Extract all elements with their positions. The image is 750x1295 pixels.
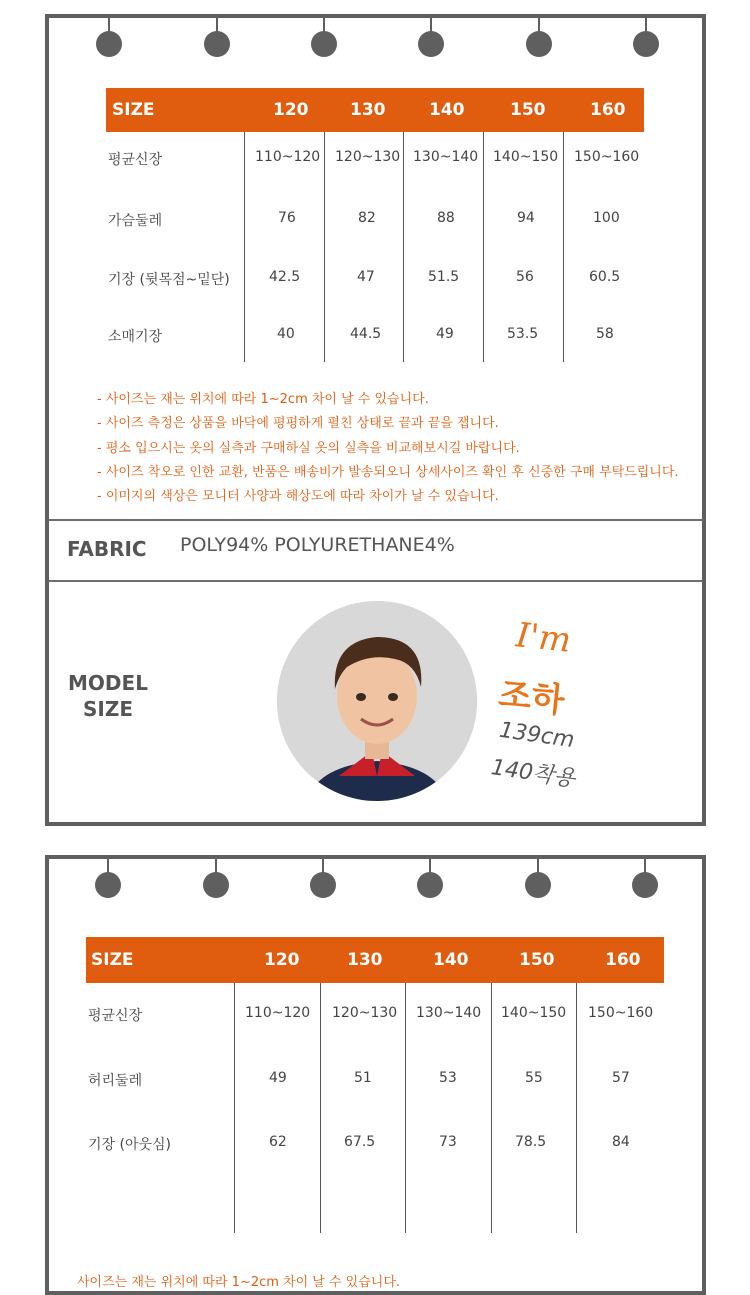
note-line: - 이미지의 색상은 모니터 사양과 해상도에 따라 차이가 날 수 있습니다. xyxy=(97,489,499,505)
note-line: - 사이즈 측정은 상품을 바닥에 평평하게 펼친 상태로 끝과 끝을 잽니다. xyxy=(97,416,499,432)
table-cell: 47 xyxy=(357,269,375,285)
column-divider xyxy=(324,132,325,362)
table-cell: 58 xyxy=(596,326,614,342)
binder-ring xyxy=(204,31,230,57)
binder-ring xyxy=(418,31,444,57)
table-cell: 73 xyxy=(439,1134,457,1150)
size-header-label: SIZE xyxy=(112,100,155,120)
table-cell: 76 xyxy=(278,210,296,226)
binder-ring xyxy=(96,31,122,57)
table-cell: 78.5 xyxy=(515,1134,547,1150)
table-cell: 53 xyxy=(439,1070,457,1086)
im-text: I'm xyxy=(514,615,573,661)
table-cell: 53.5 xyxy=(507,326,539,342)
table-cell: 49 xyxy=(269,1070,287,1086)
binder-ring xyxy=(526,31,552,57)
section-divider xyxy=(49,580,702,582)
size-header-label: SIZE xyxy=(91,950,134,970)
model-photo xyxy=(277,601,477,801)
binder-ring xyxy=(310,872,336,898)
table-cell: 150~160 xyxy=(588,1005,654,1021)
size-header-row xyxy=(106,88,644,132)
table-cell: 51 xyxy=(354,1070,372,1086)
size-header-120: 120 xyxy=(264,950,300,970)
fabric-value: POLY94% POLYURETHANE4% xyxy=(180,534,455,556)
table-cell: 110~120 xyxy=(245,1005,311,1021)
table-cell: 100 xyxy=(593,210,620,226)
row-label: 소매기장 xyxy=(108,329,163,345)
table-cell: 130~140 xyxy=(413,149,479,165)
table-cell: 49 xyxy=(436,326,454,342)
column-divider xyxy=(563,132,564,362)
table-cell: 140~150 xyxy=(501,1005,567,1021)
size-header-150: 150 xyxy=(519,950,555,970)
column-divider xyxy=(244,132,245,362)
size-header-140: 140 xyxy=(433,950,469,970)
table-cell: 130~140 xyxy=(416,1005,482,1021)
table-cell: 42.5 xyxy=(269,269,301,285)
table-cell: 120~130 xyxy=(335,149,401,165)
table-cell: 57 xyxy=(612,1070,630,1086)
column-divider xyxy=(234,983,235,1233)
table-cell: 140~150 xyxy=(493,149,559,165)
model-label-line: SIZE xyxy=(82,697,133,721)
size-header-140: 140 xyxy=(429,100,465,120)
size-card-bottom xyxy=(45,855,706,1295)
binder-ring xyxy=(632,872,658,898)
table-cell: 110~120 xyxy=(255,149,321,165)
table-cell: 40 xyxy=(277,326,295,342)
binder-ring xyxy=(633,31,659,57)
note-line: - 사이즈는 재는 위치에 따라 1~2cm 차이 날 수 있습니다. xyxy=(97,392,429,407)
column-divider xyxy=(483,132,484,362)
note-line: 사이즈는 재는 위치에 따라 1~2cm 차이 날 수 있습니다. xyxy=(77,1275,401,1290)
row-label: 가슴둘레 xyxy=(108,213,163,229)
model-name: 조하 xyxy=(496,674,567,722)
table-cell: 84 xyxy=(612,1134,630,1150)
table-cell: 51.5 xyxy=(428,269,460,285)
model-portrait-image xyxy=(277,601,477,801)
section-divider xyxy=(49,519,702,521)
size-header-150: 150 xyxy=(510,100,546,120)
row-label: 기장 (아웃심) xyxy=(88,1137,171,1153)
row-label: 허리둘레 xyxy=(88,1073,143,1089)
size-header-row xyxy=(86,937,664,983)
table-cell: 82 xyxy=(358,210,376,226)
binder-ring xyxy=(95,872,121,898)
row-label: 평균신장 xyxy=(88,1008,143,1024)
note-line: - 평소 입으시는 옷의 실측과 구매하실 옷의 실측을 비교해보시길 바랍니다. xyxy=(97,440,520,456)
table-cell: 88 xyxy=(437,210,455,226)
column-divider xyxy=(405,983,406,1233)
binder-ring xyxy=(525,872,551,898)
size-notes xyxy=(97,388,679,509)
binder-ring xyxy=(203,872,229,898)
model-height: 139cm xyxy=(497,717,576,754)
row-label: 기장 (뒷목점~밑단) xyxy=(108,272,230,288)
table-cell: 94 xyxy=(517,210,535,226)
size-header-160: 160 xyxy=(590,100,626,120)
column-divider xyxy=(320,983,321,1233)
column-divider xyxy=(403,132,404,362)
binder-ring xyxy=(311,31,337,57)
table-cell: 62 xyxy=(269,1134,287,1150)
table-cell: 60.5 xyxy=(589,269,621,285)
note-line: - 사이즈 착오로 인한 교환, 반품은 배송비가 발송되오니 상세사이즈 확인 후 신중한 구매 부탁드립니다. xyxy=(97,464,679,480)
table-cell: 56 xyxy=(516,269,534,285)
table-cell: 150~160 xyxy=(574,149,640,165)
table-cell: 44.5 xyxy=(350,326,382,342)
model-wearing: 140착용 xyxy=(489,755,577,792)
size-header-130: 130 xyxy=(350,100,386,120)
size-header-130: 130 xyxy=(347,950,383,970)
table-cell: 120~130 xyxy=(332,1005,398,1021)
column-divider xyxy=(576,983,577,1233)
table-cell: 67.5 xyxy=(344,1134,376,1150)
column-divider xyxy=(491,983,492,1233)
table-cell: 55 xyxy=(525,1070,543,1086)
size-header-120: 120 xyxy=(273,100,309,120)
fabric-label: FABRIC xyxy=(67,537,147,561)
model-label-line: MODEL xyxy=(68,671,148,695)
size-card-top xyxy=(45,14,706,826)
row-label: 평균신장 xyxy=(108,152,163,168)
binder-ring xyxy=(417,872,443,898)
model-size-label xyxy=(49,670,167,722)
size-header-160: 160 xyxy=(605,950,641,970)
